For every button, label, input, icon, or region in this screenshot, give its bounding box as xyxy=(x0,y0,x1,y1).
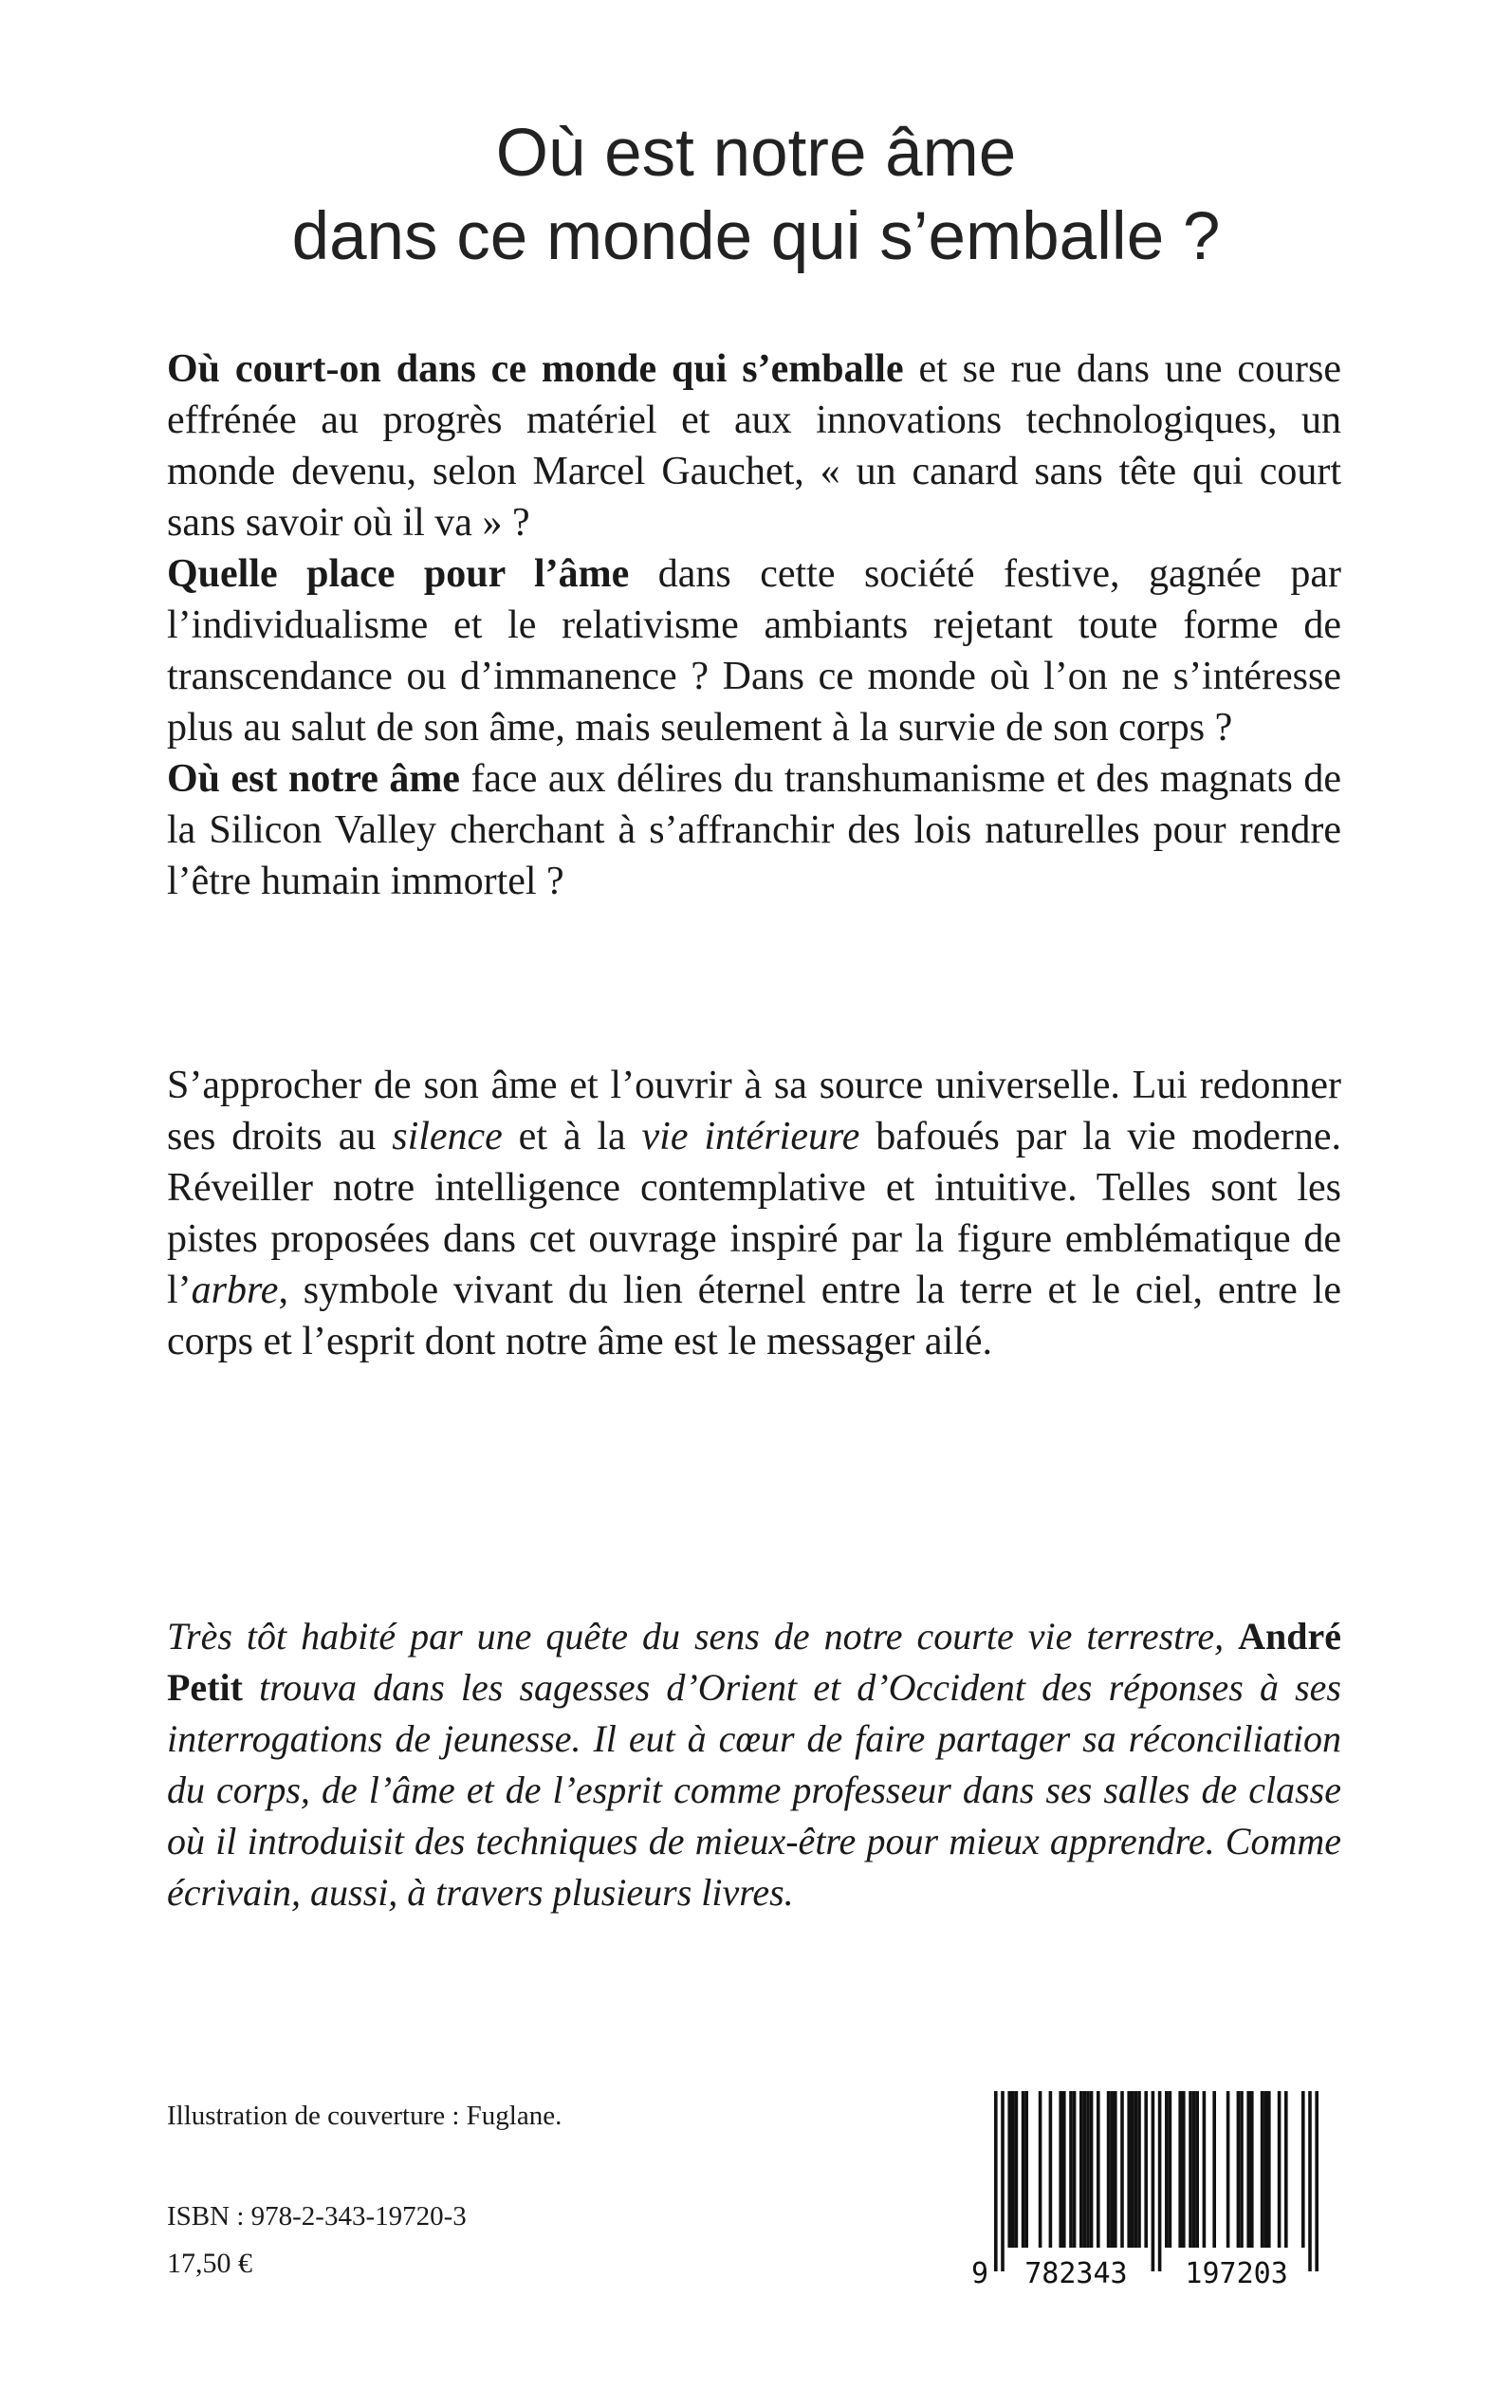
barcode-bar xyxy=(1267,2091,1271,2248)
barcode-bar xyxy=(1240,2091,1244,2248)
author-name: André Petit xyxy=(167,1615,1341,1709)
barcode-bar xyxy=(1195,2091,1199,2248)
illustration-credit: Illustration de couverture : Fuglane. xyxy=(167,2101,562,2131)
barcode-bar xyxy=(1189,2091,1192,2248)
barcode-bar xyxy=(1237,2091,1241,2248)
barcode-digit-first: 9 xyxy=(970,2257,988,2290)
question-paragraph-3 xyxy=(167,753,1341,907)
barcode-bar xyxy=(1073,2091,1077,2248)
barcode-bar xyxy=(1062,2091,1066,2248)
barcode-bar xyxy=(1261,2091,1264,2248)
barcode-bar xyxy=(1097,2091,1100,2248)
barcode-bar xyxy=(1134,2091,1138,2248)
barcode-bar xyxy=(1284,2091,1288,2248)
barcode-bar xyxy=(1110,2091,1114,2248)
isbn-barcode xyxy=(966,2084,1343,2292)
barcode-digits-left: 782343 xyxy=(1024,2257,1128,2290)
back-cover-title xyxy=(0,112,1512,279)
bio-text-2: trouva dans les sagesses d’Orient et d’Occident des réponses à ses interrogations de jeunesse. Il eut à cœur de faire partager sa réconciliation du corps, de l’âme et de l’esprit comme professeur dans ses salles de classe où il introduisit des techniques de mieux-être pour mieux apprendre. Comme écrivain, aussi, à travers plusieurs livres. xyxy=(167,1666,1341,1914)
barcode-bar xyxy=(1024,2091,1028,2248)
barcode-bar xyxy=(1182,2091,1186,2248)
question-paragraph-2 xyxy=(167,548,1341,753)
barcode-bar xyxy=(1158,2091,1162,2271)
barcode-bar xyxy=(1114,2091,1117,2248)
barcode-bar xyxy=(1192,2091,1196,2248)
barcode-bar xyxy=(1144,2091,1148,2248)
title-line-1: Où est notre âme xyxy=(495,116,1017,191)
bio-paragraph xyxy=(167,1611,1341,1918)
summary-text-1: S’approcher de son âme et l’ouvrir à sa source universelle. Lui redonner ses droits au xyxy=(167,1064,1341,1158)
barcode-bar xyxy=(1086,2091,1090,2248)
barcode-bar xyxy=(1263,2091,1267,2248)
barcode-bar xyxy=(1083,2091,1087,2248)
question-lead-1: Où court-on dans ce monde qui s’emballe xyxy=(167,347,904,391)
barcode-bar xyxy=(1203,2091,1207,2248)
barcode-bar xyxy=(1315,2091,1318,2271)
question-text-2: dans cette société festive, gagnée par l’individualisme et le relativisme ambiants rejetant toute forme de transcendance ou d’immanence ? Dans ce monde où l’on ne s’intéresse plus au salut de son âme, mais seulement à la survie de son corps ? xyxy=(167,552,1341,750)
barcode-bar xyxy=(1039,2091,1042,2248)
barcode-bar xyxy=(1049,2091,1053,2248)
barcode-bar xyxy=(1226,2091,1230,2248)
summary-italic-vie: vie intérieure xyxy=(641,1115,860,1158)
isbn: ISBN : 978-2-343-19720-3 xyxy=(167,2201,467,2232)
barcode-bar xyxy=(1107,2091,1111,2248)
barcode-bar xyxy=(1131,2091,1134,2248)
barcode-bar xyxy=(1011,2091,1015,2248)
barcode-bar xyxy=(1007,2091,1011,2248)
blurb-summary xyxy=(167,1060,1341,1367)
barcode-bar xyxy=(1278,2091,1282,2248)
barcode-bar xyxy=(1178,2091,1182,2248)
barcode-bar xyxy=(1069,2091,1073,2248)
summary-text-2: et à la xyxy=(502,1115,642,1158)
question-text-1: et se rue dans une course effrénée au progrès matériel et aux innovations technologiques, un monde devenu, selon Marcel Gauchet, « un canard sans tête qui court sans savoir où il va » ? xyxy=(167,347,1342,545)
barcode-bar xyxy=(1120,2091,1124,2248)
barcode-bar xyxy=(1079,2091,1083,2248)
barcode-bar xyxy=(1137,2091,1141,2248)
barcode-bar xyxy=(1212,2091,1216,2248)
question-text-3: face aux délires du transhumanisme et des magnats de la Silicon Valley cherchant à s’affranchir des lois naturelles pour rendre l’être humain immortel ? xyxy=(167,757,1341,903)
barcode-graphic xyxy=(966,2084,1343,2292)
summary-italic-arbre: arbre xyxy=(191,1269,279,1312)
author-bio xyxy=(167,1611,1341,1918)
barcode-bar xyxy=(1127,2091,1131,2248)
summary-paragraph xyxy=(167,1060,1341,1367)
summary-text-4: , symbole vivant du lien éternel entre la terre et le ciel, entre le corps et l’esprit dont notre âme est le messager ailé. xyxy=(167,1269,1341,1363)
summary-text-3: bafoués par la vie moderne. Réveiller notre intelligence contemplative et intuitive. Telles sont les pistes proposées dans cet ouvrage inspiré par la figure emblématique de l’ xyxy=(167,1115,1341,1312)
barcode-bar xyxy=(1169,2091,1172,2248)
question-paragraph-1 xyxy=(167,343,1341,548)
blurb-questions xyxy=(167,343,1341,907)
barcode-bar xyxy=(1308,2091,1312,2271)
barcode-bar xyxy=(1165,2091,1169,2248)
question-lead-2: Quelle place pour l’âme xyxy=(167,552,630,596)
barcode-bar xyxy=(1015,2091,1019,2248)
barcode-bar xyxy=(1246,2091,1250,2248)
barcode-bar xyxy=(1250,2091,1254,2248)
price: 17,50 € xyxy=(167,2248,252,2279)
barcode-bar xyxy=(1059,2091,1062,2248)
barcode-bar xyxy=(1301,2091,1305,2248)
barcode-bar xyxy=(1152,2091,1155,2271)
summary-italic-silence: silence xyxy=(392,1115,503,1158)
barcode-bar xyxy=(1001,2091,1005,2271)
question-lead-3: Où est notre âme xyxy=(167,757,460,801)
barcode-bar xyxy=(994,2091,998,2271)
barcode-digits-right: 197203 xyxy=(1185,2257,1288,2290)
bio-text-1: Très tôt habité par une quête du sens de notre courte vie terrestre, xyxy=(167,1615,1239,1658)
barcode-bar xyxy=(1090,2091,1094,2248)
barcode-bar xyxy=(1022,2091,1025,2248)
title-line-2: dans ce monde qui s’emballe ? xyxy=(291,199,1221,274)
